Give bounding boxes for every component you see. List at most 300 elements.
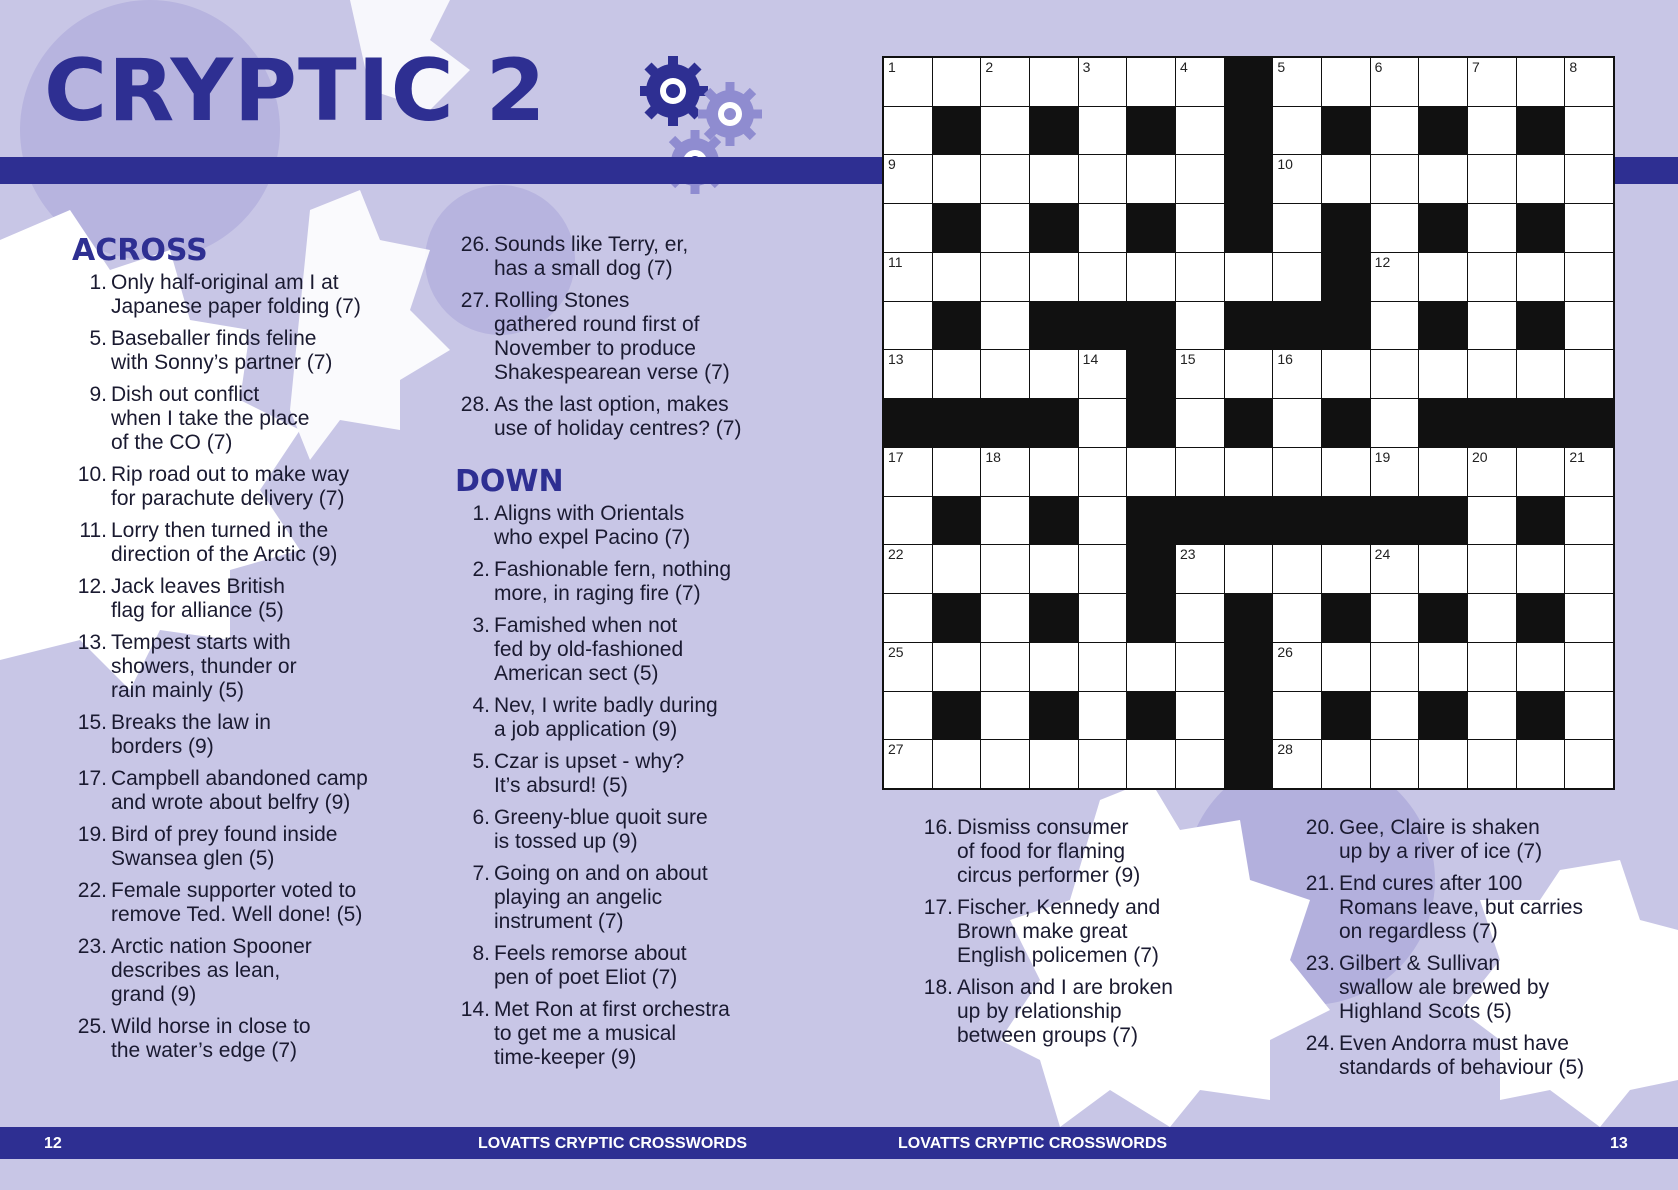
- grid-block: [1273, 302, 1321, 350]
- grid-block: [1127, 545, 1175, 593]
- cell-number: 19: [1374, 448, 1391, 465]
- grid-cell[interactable]: [1273, 107, 1321, 155]
- clue-item: [455, 998, 785, 1070]
- grid-cell[interactable]: [1468, 350, 1516, 398]
- clue-number: 11.: [79, 519, 107, 542]
- grid-block: [1127, 107, 1175, 155]
- clue-list: [1300, 816, 1600, 1080]
- clue-number: 12.: [77, 575, 107, 598]
- clue-number: 6.: [472, 806, 490, 829]
- grid-cell[interactable]: [1079, 594, 1127, 642]
- grid-cell[interactable]: [933, 545, 981, 593]
- clue-number: 16.: [923, 816, 953, 839]
- grid-cell[interactable]: [1371, 350, 1419, 398]
- clue-text: Greeny-blue quoit sure is tossed up (9): [494, 806, 708, 853]
- cell-number: 12: [1374, 253, 1391, 270]
- grid-cell[interactable]: [1468, 107, 1516, 155]
- clue-number: 15.: [77, 711, 107, 734]
- clue-item: [455, 502, 785, 550]
- grid-block: [1030, 107, 1078, 155]
- clue-text: Jack leaves British flag for alliance (5): [111, 575, 285, 622]
- grid-cell[interactable]: [1273, 643, 1321, 691]
- grid-block: [1225, 643, 1273, 691]
- clue-item: [72, 463, 402, 511]
- grid-cell[interactable]: [1565, 594, 1613, 642]
- grid-cell[interactable]: [884, 58, 932, 106]
- clue-text: Fashionable fern, nothing more, in raging fire (7): [494, 558, 731, 605]
- cell-number: 11: [888, 253, 903, 270]
- grid-cell[interactable]: [1565, 204, 1613, 252]
- grid-cell[interactable]: [1468, 155, 1516, 203]
- grid-cell[interactable]: [1127, 740, 1175, 788]
- clue-text: Wild horse in close to the water’s edge (7): [111, 1015, 311, 1062]
- grid-block: [1225, 204, 1273, 252]
- grid-block: [1322, 692, 1370, 740]
- down-clues-column-4: [1300, 816, 1600, 1088]
- clue-text: Even Andorra must have standards of behaviour (5): [1339, 1032, 1585, 1079]
- grid-cell[interactable]: [1273, 58, 1321, 106]
- clue-number: 14.: [460, 998, 490, 1021]
- grid-cell[interactable]: [884, 594, 932, 642]
- footer-band: [0, 1127, 1678, 1159]
- clue-item: [72, 1015, 402, 1063]
- grid-cell[interactable]: [933, 643, 981, 691]
- grid-cell[interactable]: [1079, 58, 1127, 106]
- grid-cell[interactable]: [933, 740, 981, 788]
- cell-number: 27: [888, 741, 904, 758]
- grid-cell[interactable]: [1371, 399, 1419, 447]
- grid-cell[interactable]: [1030, 155, 1078, 203]
- grid-cell[interactable]: [1176, 399, 1224, 447]
- grid-cell[interactable]: [1176, 253, 1224, 301]
- grid-cell[interactable]: [1468, 643, 1516, 691]
- grid-block: [933, 107, 981, 155]
- grid-cell[interactable]: [884, 643, 932, 691]
- grid-cell[interactable]: [884, 692, 932, 740]
- grid-cell[interactable]: [1517, 643, 1565, 691]
- grid-cell[interactable]: [1371, 302, 1419, 350]
- clue-text: Dish out conflict when I take the place of the CO (7): [111, 383, 310, 454]
- clue-number: 17.: [923, 896, 953, 919]
- clue-item: [72, 519, 402, 567]
- cell-number: 2: [985, 59, 994, 75]
- grid-cell[interactable]: [1322, 740, 1370, 788]
- clue-number: 23.: [77, 935, 107, 958]
- grid-cell[interactable]: [1273, 740, 1321, 788]
- grid-block: [1517, 594, 1565, 642]
- grid-cell[interactable]: [1419, 253, 1467, 301]
- cell-number: 18: [985, 448, 1001, 465]
- grid-cell[interactable]: [981, 497, 1029, 545]
- clue-item: [1300, 952, 1600, 1024]
- grid-cell[interactable]: [981, 107, 1029, 155]
- grid-cell[interactable]: [1565, 643, 1613, 691]
- grid-cell[interactable]: [1565, 740, 1613, 788]
- grid-cell[interactable]: [933, 448, 981, 496]
- clue-number: 8.: [472, 942, 490, 965]
- grid-block: [933, 692, 981, 740]
- grid-cell[interactable]: [981, 594, 1029, 642]
- clue-item: [72, 575, 402, 623]
- grid-cell[interactable]: [1371, 155, 1419, 203]
- grid-cell[interactable]: [1079, 545, 1127, 593]
- clue-number: 28.: [460, 393, 490, 416]
- grid-cell[interactable]: [1273, 204, 1321, 252]
- cell-number: 14: [1082, 351, 1099, 368]
- grid-cell[interactable]: [1371, 58, 1419, 106]
- grid-block: [1419, 302, 1467, 350]
- clue-list: [72, 271, 402, 1063]
- grid-cell[interactable]: [1030, 58, 1078, 106]
- grid-cell[interactable]: [1273, 399, 1321, 447]
- clue-item: [72, 935, 402, 1007]
- grid-cell[interactable]: [1273, 692, 1321, 740]
- clue-text: Fischer, Kennedy and Brown make great English policemen (7): [957, 896, 1161, 967]
- grid-cell[interactable]: [1517, 545, 1565, 593]
- clue-item: [72, 271, 402, 319]
- grid-block: [1127, 350, 1175, 398]
- grid-block: [1322, 204, 1370, 252]
- grid-cell[interactable]: [1371, 692, 1419, 740]
- grid-cell[interactable]: [1371, 643, 1419, 691]
- grid-cell[interactable]: [884, 253, 932, 301]
- grid-cell[interactable]: [1419, 350, 1467, 398]
- grid-block: [1565, 399, 1613, 447]
- grid-block: [1517, 399, 1565, 447]
- clue-item: [455, 942, 785, 990]
- grid-block: [1322, 107, 1370, 155]
- grid-block: [1322, 253, 1370, 301]
- grid-cell[interactable]: [1565, 253, 1613, 301]
- grid-cell[interactable]: [1176, 107, 1224, 155]
- clue-item: [918, 976, 1238, 1048]
- grid-cell[interactable]: [1468, 545, 1516, 593]
- grid-cell[interactable]: [1419, 643, 1467, 691]
- grid-block: [1419, 692, 1467, 740]
- grid-cell[interactable]: [1273, 253, 1321, 301]
- grid-cell[interactable]: [1468, 204, 1516, 252]
- clue-text: Feels remorse about pen of poet Eliot (7): [494, 942, 687, 989]
- grid-cell[interactable]: [1079, 497, 1127, 545]
- crossword-grid[interactable]: [882, 56, 1615, 790]
- grid-block: [1517, 692, 1565, 740]
- grid-cell[interactable]: [884, 204, 932, 252]
- down-heading: DOWN: [455, 464, 564, 499]
- cell-number: 1: [888, 59, 896, 75]
- grid-cell[interactable]: [1371, 204, 1419, 252]
- grid-cell[interactable]: [1565, 155, 1613, 203]
- grid-cell[interactable]: [1225, 253, 1273, 301]
- grid-block: [1419, 594, 1467, 642]
- grid-cell[interactable]: [1176, 155, 1224, 203]
- grid-cell[interactable]: [981, 545, 1029, 593]
- grid-cell[interactable]: [981, 58, 1029, 106]
- grid-cell[interactable]: [1079, 155, 1127, 203]
- clue-number: 27.: [460, 289, 490, 312]
- grid-cell[interactable]: [1127, 155, 1175, 203]
- grid-cell[interactable]: [1468, 58, 1516, 106]
- clue-text: Met Ron at first orchestra to get me a musical time-keeper (9): [494, 998, 730, 1069]
- clue-text: Alison and I are broken up by relationship between groups (7): [957, 976, 1173, 1047]
- cell-number: 20: [1472, 448, 1488, 465]
- clue-text: Gilbert & Sullivan swallow ale brewed by Highland Scots (5): [1339, 952, 1550, 1023]
- grid-cell[interactable]: [1322, 545, 1370, 593]
- grid-block: [1225, 155, 1273, 203]
- grid-cell[interactable]: [1371, 594, 1419, 642]
- grid-cell[interactable]: [1176, 350, 1224, 398]
- grid-cell[interactable]: [1273, 350, 1321, 398]
- grid-cell[interactable]: [981, 692, 1029, 740]
- grid-cell[interactable]: [1517, 740, 1565, 788]
- grid-cell[interactable]: [1517, 350, 1565, 398]
- cell-number: 23: [1180, 546, 1196, 563]
- grid-cell[interactable]: [1322, 643, 1370, 691]
- grid-cell[interactable]: [1565, 58, 1613, 106]
- grid-cell[interactable]: [1030, 545, 1078, 593]
- clue-item: [1300, 816, 1600, 864]
- clue-item: [455, 694, 785, 742]
- clue-text: Sounds like Terry, er, has a small dog (7): [494, 233, 689, 280]
- cell-number: 13: [888, 351, 904, 368]
- grid-cell[interactable]: [1565, 107, 1613, 155]
- grid-cell[interactable]: [1030, 740, 1078, 788]
- grid-block: [1322, 497, 1370, 545]
- cell-number: 24: [1374, 546, 1391, 563]
- clue-item: [1300, 1032, 1600, 1080]
- grid-block: [1225, 740, 1273, 788]
- grid-cell[interactable]: [1079, 350, 1127, 398]
- grid-cell[interactable]: [884, 155, 932, 203]
- grid-cell[interactable]: [1322, 155, 1370, 203]
- grid-block: [1030, 399, 1078, 447]
- grid-cell[interactable]: [1176, 545, 1224, 593]
- cell-number: 22: [888, 546, 904, 563]
- grid-cell[interactable]: [1030, 448, 1078, 496]
- cell-number: 17: [888, 448, 904, 465]
- grid-cell[interactable]: [1468, 692, 1516, 740]
- grid-block: [933, 302, 981, 350]
- grid-cell[interactable]: [1565, 497, 1613, 545]
- cell-number: 7: [1472, 59, 1480, 75]
- grid-cell[interactable]: [1565, 545, 1613, 593]
- grid-block: [1176, 497, 1224, 545]
- grid-cell[interactable]: [884, 302, 932, 350]
- grid-cell[interactable]: [1565, 448, 1613, 496]
- grid-cell[interactable]: [1176, 448, 1224, 496]
- grid-block: [1030, 302, 1078, 350]
- clue-number: 13.: [77, 631, 107, 654]
- grid-cell[interactable]: [1371, 448, 1419, 496]
- clue-list: [455, 233, 785, 441]
- grid-cell[interactable]: [1371, 107, 1419, 155]
- grid-cell[interactable]: [1079, 643, 1127, 691]
- grid-cell[interactable]: [1565, 350, 1613, 398]
- footer-title-right: LOVATTS CRYPTIC CROSSWORDS: [898, 1135, 1168, 1152]
- grid-cell[interactable]: [1030, 350, 1078, 398]
- grid-cell[interactable]: [981, 302, 1029, 350]
- grid-cell[interactable]: [1371, 545, 1419, 593]
- clue-item: [72, 879, 402, 927]
- grid-cell[interactable]: [1468, 740, 1516, 788]
- grid-block: [1419, 107, 1467, 155]
- clue-text: Campbell abandoned camp and wrote about belfry (9): [111, 767, 368, 814]
- grid-block: [981, 399, 1029, 447]
- grid-cell[interactable]: [1079, 253, 1127, 301]
- cell-number: 3: [1082, 59, 1091, 75]
- grid-cell[interactable]: [1127, 643, 1175, 691]
- grid-cell[interactable]: [1176, 692, 1224, 740]
- clue-item: [455, 558, 785, 606]
- grid-block: [1127, 497, 1175, 545]
- grid-cell[interactable]: [1079, 204, 1127, 252]
- grid-cell[interactable]: [1030, 643, 1078, 691]
- clue-text: Gee, Claire is shaken up by a river of ice (7): [1339, 816, 1543, 863]
- grid-cell[interactable]: [1419, 58, 1467, 106]
- grid-block: [1127, 204, 1175, 252]
- grid-cell[interactable]: [884, 107, 932, 155]
- grid-cell[interactable]: [1127, 448, 1175, 496]
- page-number-right: 13: [1610, 1135, 1628, 1152]
- grid-cell[interactable]: [884, 448, 932, 496]
- grid-cell[interactable]: [1079, 692, 1127, 740]
- grid-block: [1273, 497, 1321, 545]
- grid-cell[interactable]: [933, 253, 981, 301]
- grid-cell[interactable]: [933, 155, 981, 203]
- grid-cell[interactable]: [1419, 545, 1467, 593]
- clue-text: Lorry then turned in the direction of the Arctic (9): [111, 519, 338, 566]
- clue-text: As the last option, makes use of holiday centres? (7): [494, 393, 742, 440]
- grid-cell[interactable]: [1079, 399, 1127, 447]
- clue-text: Nev, I write badly during a job application (9): [494, 694, 718, 741]
- clue-number: 21.: [1305, 872, 1335, 895]
- clue-text: Breaks the law in borders (9): [111, 711, 271, 758]
- clue-item: [72, 767, 402, 815]
- clue-item: [1300, 872, 1600, 944]
- grid-cell[interactable]: [1079, 740, 1127, 788]
- cell-number: 8: [1569, 59, 1578, 75]
- grid-cell[interactable]: [884, 350, 932, 398]
- grid-cell[interactable]: [1468, 302, 1516, 350]
- grid-cell[interactable]: [1322, 350, 1370, 398]
- grid-block: [1225, 594, 1273, 642]
- clue-number: 4.: [472, 694, 490, 717]
- grid-cell[interactable]: [1565, 302, 1613, 350]
- grid-cell[interactable]: [981, 253, 1029, 301]
- grid-cell[interactable]: [1517, 253, 1565, 301]
- grid-block: [1225, 399, 1273, 447]
- grid-cell[interactable]: [981, 643, 1029, 691]
- grid-block: [1127, 594, 1175, 642]
- clue-number: 1.: [89, 271, 107, 294]
- grid-cell[interactable]: [1127, 58, 1175, 106]
- grid-cell[interactable]: [1176, 302, 1224, 350]
- grid-cell[interactable]: [1371, 740, 1419, 788]
- grid-cell[interactable]: [1419, 448, 1467, 496]
- page-number-left: 12: [44, 1135, 62, 1152]
- clue-number: 9.: [89, 383, 107, 406]
- clue-item: [72, 823, 402, 871]
- grid-cell[interactable]: [884, 740, 932, 788]
- grid-cell[interactable]: [1225, 545, 1273, 593]
- grid-cell[interactable]: [1517, 155, 1565, 203]
- grid-cell[interactable]: [884, 545, 932, 593]
- grid-cell[interactable]: [1517, 58, 1565, 106]
- grid-cell[interactable]: [1468, 497, 1516, 545]
- grid-cell[interactable]: [1176, 594, 1224, 642]
- clue-number: 17.: [77, 767, 107, 790]
- clue-item: [72, 327, 402, 375]
- grid-cell[interactable]: [1176, 740, 1224, 788]
- grid-block: [1517, 107, 1565, 155]
- grid-cell[interactable]: [1127, 253, 1175, 301]
- clue-number: 20.: [1305, 816, 1335, 839]
- clue-number: 19.: [77, 823, 107, 846]
- grid-cell[interactable]: [1079, 107, 1127, 155]
- grid-cell[interactable]: [981, 350, 1029, 398]
- grid-cell[interactable]: [981, 740, 1029, 788]
- grid-block: [1127, 399, 1175, 447]
- clue-item: [455, 233, 785, 281]
- grid-cell[interactable]: [981, 155, 1029, 203]
- grid-block: [1127, 302, 1175, 350]
- clue-text: Arctic nation Spooner describes as lean, grand (9): [111, 935, 312, 1006]
- grid-block: [1225, 58, 1273, 106]
- clue-text: End cures after 100 Romans leave, but carries on regardless (7): [1339, 872, 1583, 943]
- clue-item: [455, 393, 785, 441]
- grid-cell[interactable]: [1079, 448, 1127, 496]
- grid-cell[interactable]: [1176, 58, 1224, 106]
- grid-cell[interactable]: [1565, 692, 1613, 740]
- grid-cell[interactable]: [1273, 594, 1321, 642]
- grid-cell[interactable]: [1419, 740, 1467, 788]
- grid-cell[interactable]: [1176, 643, 1224, 691]
- cell-number: 28: [1277, 741, 1293, 758]
- grid-cell[interactable]: [1273, 448, 1321, 496]
- clue-text: Rip road out to make way for parachute delivery (7): [111, 463, 350, 510]
- grid-cell[interactable]: [1419, 155, 1467, 203]
- grid-cell[interactable]: [1273, 545, 1321, 593]
- grid-cell[interactable]: [981, 448, 1029, 496]
- grid-block: [1225, 497, 1273, 545]
- grid-block: [1030, 204, 1078, 252]
- grid-cell[interactable]: [1517, 448, 1565, 496]
- grid-cell[interactable]: [1273, 155, 1321, 203]
- grid-cell[interactable]: [1030, 253, 1078, 301]
- grid-cell[interactable]: [981, 204, 1029, 252]
- grid-cell[interactable]: [1225, 350, 1273, 398]
- grid-cell[interactable]: [1176, 204, 1224, 252]
- grid-cell[interactable]: [1468, 448, 1516, 496]
- grid-block: [1225, 302, 1273, 350]
- grid-cell[interactable]: [1322, 448, 1370, 496]
- grid-cell[interactable]: [933, 350, 981, 398]
- clue-number: 22.: [77, 879, 107, 902]
- clue-text: Baseballer finds feline with Sonny’s partner (7): [111, 327, 333, 374]
- grid-cell[interactable]: [884, 497, 932, 545]
- grid-block: [933, 399, 981, 447]
- clue-text: Famished when not fed by old-fashioned American sect (5): [494, 614, 684, 685]
- grid-cell[interactable]: [1468, 253, 1516, 301]
- grid-cell[interactable]: [933, 58, 981, 106]
- clue-number: 26.: [460, 233, 490, 256]
- grid-cell[interactable]: [1371, 253, 1419, 301]
- grid-cell[interactable]: [1322, 58, 1370, 106]
- grid-cell[interactable]: [1225, 448, 1273, 496]
- grid-cell[interactable]: [1468, 594, 1516, 642]
- cell-number: 4: [1180, 59, 1188, 75]
- cell-number: 6: [1374, 59, 1383, 75]
- clue-number: 18.: [923, 976, 953, 999]
